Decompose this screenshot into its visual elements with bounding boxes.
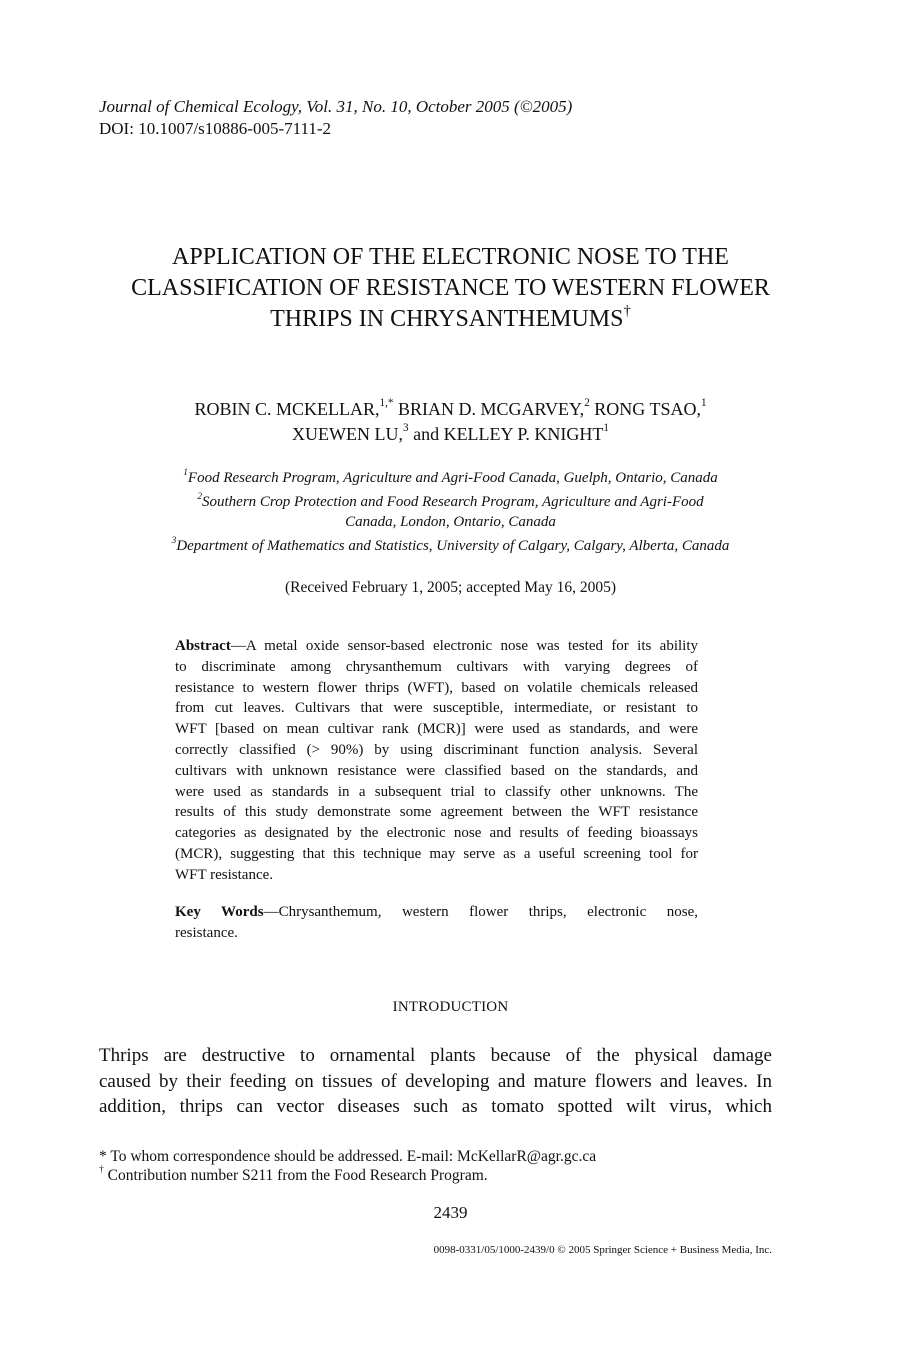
author-lu-affil: 3 bbox=[403, 422, 409, 435]
abstract-line-text: —A metal oxide sensor-based electronic nose was tested for its ability bbox=[230, 638, 698, 654]
received-dates: (Received February 1, 2005; accepted May 16, 2005) bbox=[285, 579, 616, 596]
journal-citation: Journal of Chemical Ecology, Vol. 31, No. 10, October 2005 (©2005) bbox=[99, 97, 573, 116]
title-line-3 bbox=[60, 304, 841, 335]
title-line-2: CLASSIFICATION OF RESISTANCE TO WESTERN FLOWER bbox=[131, 275, 770, 301]
abstract-line: from cut leaves. Cultivars that were susceptible, intermediate, or resistant to bbox=[175, 700, 698, 717]
author-knight-affil: 1 bbox=[603, 422, 609, 435]
footnote-correspondence: * To whom correspondence should be addressed. E-mail: McKellarR@agr.gc.ca bbox=[99, 1148, 597, 1165]
affiliation-3 bbox=[60, 536, 841, 556]
affiliation-3-text: Department of Mathematics and Statistics, University of Calgary, Calgary, Alberta, Canada bbox=[176, 538, 730, 554]
author-mckellar: ROBIN C. MCKELLAR, bbox=[194, 399, 380, 419]
abstract-line: categories as designated by the electronic nose and results of feeding bioassays bbox=[175, 825, 698, 842]
affiliation-1-number: 1 bbox=[183, 467, 188, 478]
affiliation-2 bbox=[60, 492, 841, 512]
author-knight: and KELLEY P. KNIGHT bbox=[408, 424, 604, 444]
title-dagger: † bbox=[623, 302, 631, 319]
affiliations bbox=[60, 468, 841, 556]
title-line-1: APPLICATION OF THE ELECTRONIC NOSE TO THE bbox=[172, 244, 729, 270]
abstract-line: to discriminate among chrysanthemum cultivars with varying degrees of bbox=[175, 658, 698, 675]
abstract-line: correctly classified (> 90%) by using discriminant function analysis. Several bbox=[175, 741, 698, 758]
abstract-line: resistance to western flower thrips (WFT), based on volatile chemicals released bbox=[175, 679, 698, 696]
footnote-contribution-text: Contribution number S211 from the Food Research Program. bbox=[103, 1167, 488, 1184]
introduction-body bbox=[99, 1043, 772, 1120]
title-line-3-text: THRIPS IN CHRYSANTHEMUMS bbox=[270, 306, 624, 332]
body-line: caused by their feeding on tissues of developing and mature flowers and leaves. In bbox=[99, 1070, 772, 1092]
affiliation-1-text: Food Research Program, Agriculture and Agri-Food Canada, Guelph, Ontario, Canada bbox=[187, 470, 718, 486]
keywords-label: Key Words bbox=[175, 904, 264, 920]
abstract-line: WFT resistance. bbox=[175, 866, 274, 883]
doi: DOI: 10.1007/s10886-005-7111-2 bbox=[99, 119, 331, 138]
abstract bbox=[175, 636, 698, 886]
keywords-line-1 bbox=[175, 902, 698, 923]
body-line: Thrips are destructive to ornamental plants because of the physical damage bbox=[99, 1045, 772, 1066]
affiliation-2-cont: Canada, London, Ontario, Canada bbox=[345, 514, 556, 530]
body-line: addition, thrips can vector diseases such as tomato spotted wilt virus, which bbox=[99, 1096, 772, 1117]
affiliation-1 bbox=[60, 468, 841, 488]
author-lu: XUEWEN LU, bbox=[292, 424, 403, 444]
author-tsao-affil: 1 bbox=[700, 397, 707, 410]
author-mckellar-affil: 1,* bbox=[379, 397, 394, 410]
footnotes bbox=[99, 1147, 596, 1185]
keywords-text: —Chrysanthemum, western flower thrips, electronic nose, bbox=[263, 904, 698, 920]
abstract-line: results of this study demonstrate some agreement between the WFT resistance bbox=[175, 804, 698, 821]
abstract-line: were used as standards in a subsequent trial to classify other unknowns. The bbox=[175, 783, 698, 800]
author-line-2 bbox=[60, 422, 841, 447]
author-tsao: RONG TSAO, bbox=[589, 399, 701, 419]
abstract-line: WFT [based on mean cultivar rank (MCR)] were used as standards, and were bbox=[175, 721, 698, 738]
abstract-line bbox=[175, 636, 698, 657]
footnote-contribution bbox=[99, 1166, 596, 1185]
footnote-dagger: † bbox=[99, 1164, 104, 1176]
abstract-label: Abstract bbox=[175, 638, 231, 654]
author-list bbox=[60, 397, 841, 447]
affiliation-2-number: 2 bbox=[197, 491, 203, 502]
keywords-line-2: resistance. bbox=[175, 924, 238, 941]
copyright-line: 0098-0331/05/1000-2439/0 © 2005 Springer Science + Business Media, Inc. bbox=[433, 1244, 772, 1256]
affiliation-3-number: 3 bbox=[171, 535, 177, 546]
affiliation-2-text-a: Southern Crop Protection and Food Research Program, Agriculture and Agri-Food bbox=[202, 494, 704, 510]
abstract-line: (MCR), suggesting that this technique may serve as a useful screening tool for bbox=[175, 845, 698, 862]
article-title bbox=[60, 242, 841, 335]
keywords bbox=[175, 902, 698, 944]
author-line-1 bbox=[60, 397, 841, 422]
author-mcgarvey: BRIAN D. MCGARVEY, bbox=[393, 399, 585, 419]
page-number: 2439 bbox=[433, 1203, 468, 1222]
abstract-line: cultivars with unknown resistance were classified based on the standards, and bbox=[175, 762, 698, 779]
section-heading-introduction: INTRODUCTION bbox=[392, 999, 509, 1015]
author-mcgarvey-affil: 2 bbox=[584, 397, 590, 410]
